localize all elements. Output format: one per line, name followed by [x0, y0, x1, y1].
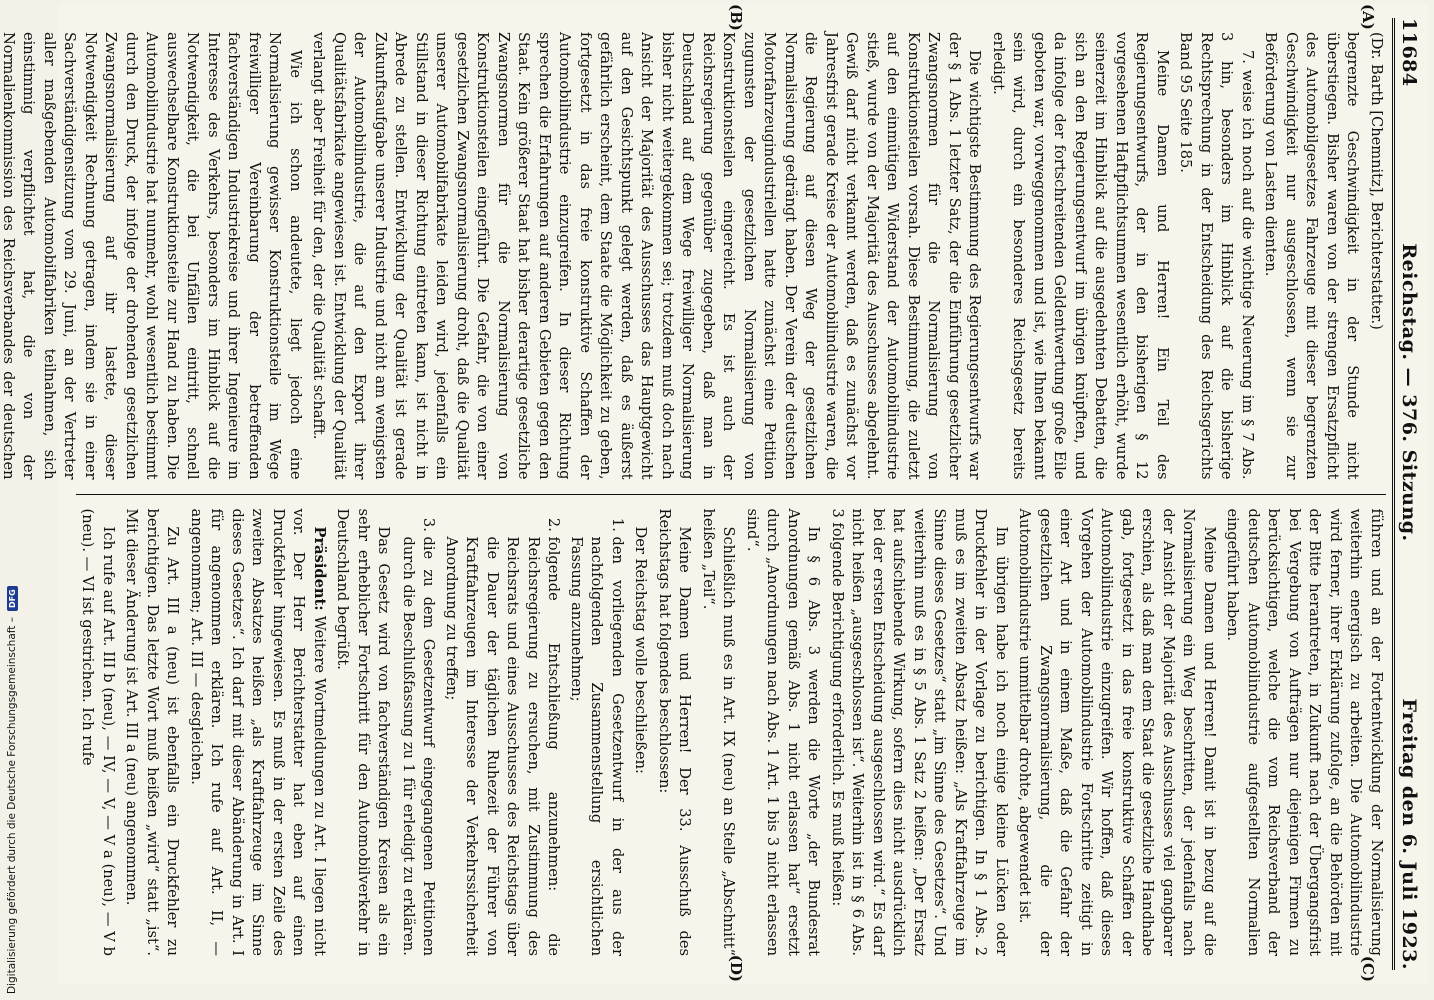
paragraph: Meine Damen und Herren! Der 33. Ausschuß des Reichstags hat folgendes beschlossen: [656, 508, 694, 956]
credit-text: Digitalisierung gefördert durch die Deutsche Forschungsgemeinschaft – [6, 617, 18, 994]
paragraph: Wie ich schon andeutete, liegt jedoch eine Normalisierung gewisser Konstruktionsteile im Wege freiwilliger Vereinbarung der betreffenden fachverständigen Industriekreise und ihrer Ingenieure im Interesse des Verkehrs, besonders im Hinblick auf die Notwendigkeit, die bei Unfällen eintritt, schnell auswechselbare Konstruktionsteile zur Hand zu haben. Die Automobilindustrie hat nunmehr, wohl wesentlich bestimmt durch den Druck, der infolge der drohenden gesetzlichen Zwangsnormalisierung auf ihr lastete, dieser Notwendigkeit Rechnung getragen, indem sie in einer Sachverständigensitzung vom 29. Juni, an der Vertreter aller maßgebenden Automobilfabriken teilnahmen, sich einstimmig verpflichtet hat, die von der Normalienkommission des Reichsverbandes der deutschen [0, 32, 304, 480]
dfg-logo: DFG [7, 586, 18, 611]
president-label: Präsident: [311, 526, 328, 611]
paragraph: Im übrigen habe ich noch einige kleine Lücken oder Druckfehler in der Vorlage zu berichtigen. In § 1 Abs. 2 muß es im zweiten Absatz heißen: „Als Kraftfahrzeuge im Sinne dieses Gesetzes“ statt „im Sinne des Gesetzes“. Und weiterhin muß es in § 5 Abs. 1 Satz 2 heißen: „Der Ersatz hat aufschiebende Wirkung, sofern dies nicht ausdrücklich bei der ersten Entscheidung ausgeschlossen wird.“ Es darf nicht heißen „ausgeschlossen ist“. Weiterhin ist in § 6 Abs. 3 folgende Berichtigung erforderlich. Es muß heißen: [829, 508, 1010, 956]
left-column [0, 4, 1386, 494]
margin-marker-c: (C) [1359, 955, 1377, 982]
president-statement [186, 509, 330, 957]
paragraph: Meine Damen und Herren! Damit ist in bezug auf die Normalisierung ein Weg beschritten, der jedenfalls nach der Ansicht der Majorität des Ausschusses viel gangbarer erschien, als daß man dem Staat die gesetzliche Handhabe gab, fortgesetzt in das freie konstruktive Schaffen der Automobilindustrie einzugreifen. Wir hoffen, daß dieses Vorgehen der Automobilindustrie Fortschritte zeitigt in einer Art und in einem Maße, daß die Gefahr der gesetzlichen Zwangsnormalisierung, die der Automobilindustrie unmittelbar drohte, abgewendet ist. [1016, 508, 1218, 956]
paragraph: Der Reichstag wolle beschließen: [632, 526, 650, 774]
paragraph: Meine Damen und Herren! Ein Teil des Regierungsentwurfs, der in den bisherigen § 12 vorgesehenen Haftpflichtsummen wesentlich erhöht, wurde seinerzeit im Hinblick auf die ausgedehnten Debatten, die sich an den Regierungsentwurf im übrigen knüpften, und da infolge der fortschreitenden Geldentwertung große Eile geboten war, vorweggenommen und ist, wie Ihnen bekannt sein wird, durch ein besonderes Reichsgesetz bereits erledigt. [990, 32, 1171, 480]
paragraph: Zu Art. III a (neu) ist ebenfalls ein Druckfehler zu berichtigen. Das letzte Wort muß heißen „wird“ statt „ist“. Mit dieser Änderung ist Art. III a (neu) angenommen. [123, 508, 182, 956]
digitization-credit [2, 534, 22, 994]
margin-marker-d: (D) [727, 954, 745, 982]
paragraph: begrenzte Geschwindigkeit in der Stunde nicht überstiegen. Bisher waren von der strengen Ersatzpflicht des Automobilgesetzes Fahrzeuge mit dieser begrenzten Geschwindigkeit nur ausgeschlossen, wenn sie zur Beförderung von Lasten dienten. [1262, 32, 1362, 480]
paragraph: 7. weise ich noch auf die wichtige Neuerung im § 7 Abs. 3 hin, besonders im Hinblick auf die bisherige Rechtsprechung in der Entscheidung des Reichsgerichts Band 95 Seite 185. [1177, 32, 1256, 480]
right-column [76, 495, 1386, 982]
list-item: 2. folgende Entschließung anzunehmen: die Reichsregierung zu ersuchen, mit Zustimmung des Reichsrats und eines Ausschusses des Reichstags über die Dauer der täglichen Ruhezeit der Führer von Kraftfahrzeugen im Interesse der Verkehrssicherheit Anordnung zu treffen; [441, 537, 564, 957]
page-number: 11684 [1398, 18, 1420, 87]
paragraph: Das Gesetz wird von fachverständigen Kreisen als ein sehr erheblicher Fortschritt für den Automobilverkehr in Deutschland begrüßt. [334, 508, 393, 956]
resolution-list [398, 509, 628, 957]
margin-marker-b: (B) [727, 4, 745, 31]
paragraph: führen und an der Fortentwicklung der Normalisierung weiterhin energisch zu arbeiten. Die Automobilindustrie wird ferner, ihrer Erklärung zufolge, an die Behörden mit der Bitte herantreten, in Zukunft nach der Übergangsfrist bei Vergebung von Aufträgen nur diejenigen Firmen zu berücksichtigen, welche die vom Reichsverband der deutschen Automobilindustrie aufgestellten Normalien eingeführt haben. [1224, 508, 1385, 956]
page-title: Reichstag. — 376. Sitzung. [1398, 243, 1420, 542]
page-date: Freitag den 6. Juli 1923. [1398, 698, 1420, 970]
president-text: Weitere Wortmeldungen zu Art. I liegen nicht vor. Der Herr Berichterstatter hat eben auf einen Druckfehler hingewiesen. Es muß in der ersten Zeile des zweiten Absatzes heißen „als Kraftfahrzeuge im Sinne dieses Gesetzes“. Ich darf mit dieser Abänderung in Art. I für angenommen erklären. Ich rufe auf Art. II, — angenommen; Art. III — desgleichen. [188, 508, 328, 956]
list-item: 3. die zu dem Gesetzentwurf eingegangenen Petitionen durch die Beschlußfassung zu 1 für erledigt zu erklären. [398, 537, 439, 957]
list-item: 1. den vorliegenden Gesetzentwurf in der aus der nachfolgenden Zusammenstellung ersichtlichen Fassung anzunehmen; [566, 537, 628, 957]
paragraph: Ich rufe auf Art. III b (neu), — IV, — V, — V a (neu), — V b (neu). — VI ist gestrichen. Ich rufe [79, 508, 117, 956]
page-header [1392, 18, 1420, 970]
paragraph: In § 6 Abs. 3 werden die Worte „der Bundesrat Anordnungen gemäß Abs. 1 nicht erlassen hat“ ersetzt durch „Anordnungen nach Abs. 1 Art. 1 bis 3 nicht erlassen sind“. [744, 508, 823, 956]
paragraph: Die wichtigste Bestimmung des Regierungsentwurfs war der § 1 Abs. 1 letzter Satz, der die Einführung gesetzlicher Zwangsnormen für die Normalisierung von Konstruktionsteilen vorsah. Diese Bestimmung, die zuletzt auf den einmütigen Widerstand der Automobilindustrie stieß, wurde von der Majorität des Ausschusses abgelehnt. Gewiß darf nicht verkannt werden, daß es zunächst vor Jahresfrist gerade Kreise der Automobilindustrie waren, die die Regierung auf diesen Weg der gesetzlichen Normalisierung gedrängt haben. Der Verein der deutschen Motorfahrzeugindustriellen hatte zunächst eine Petition zugunsten der gesetzlichen Normalisierung von Konstruktionsteilen eingereicht. Es ist auch der Reichsregierung gegenüber zugegeben, daß man in Deutschland auf dem Wege freiwilliger Normalisierung bisher nicht weitergekommen sei; trotzdem muß doch nach Ansicht der Majorität des Ausschusses das Hauptgewicht auf den Gesichtspunkt gelegt werden, daß es äußerst gefährlich erscheint, dem Staate die Möglichkeit zu geben, fortgesetzt in das freie konstruktive Schaffen der Automobilindustrie einzugreifen. In dieser Richtung sprechen die Erfahrungen auf anderen Gebieten gegen den Staat. Kein größerer Staat hat bisher derartige gesetzliche Zwangsnormen für die Normalisierung von Konstruktionsteilen eingeführt. Die Gefahr, die von einer gesetzlichen Zwangsnormalisierung droht, daß die Qualität unserer Automobilfabrikate leiden wird, jedenfalls ein Stillstand in dieser Richtung eintreten kann, ist nicht in Abrede zu stellen. Entwicklung der Qualität ist gerade Zukunftsaufgabe unserer Industrie und nicht am wenigsten der Automobilindustrie, die auf den Export ihrer Qualitätsfabrikate angewiesen ist. Entwicklung der Qualität verlangt aber Freiheit für den, der die Qualität schafft. [310, 32, 984, 480]
margin-marker-a: (A) [1359, 4, 1377, 30]
paragraph: Schließlich muß es in Art. IX (neu) an Stelle „Abschnitt“ heißen „Teil“. [700, 508, 738, 956]
speaker-label: (Dr. Barth [Chemnitz], Berichterstatter.) [1368, 32, 1385, 330]
